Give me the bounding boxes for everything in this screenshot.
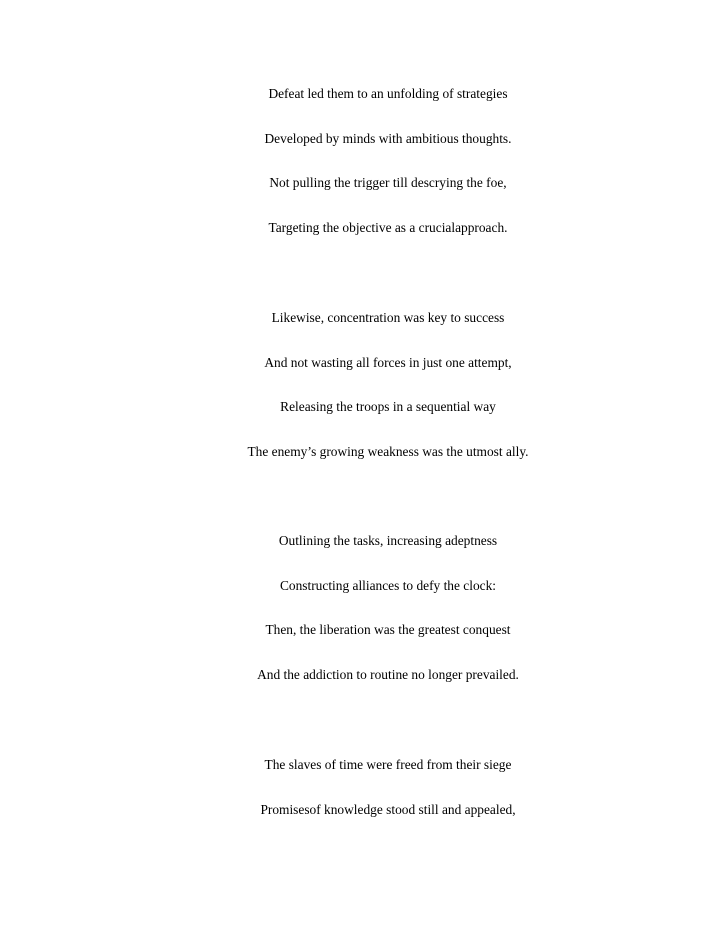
poem-line: And the addiction to routine no longer prevailed. <box>257 666 519 682</box>
poem-line: Promisesof knowledge stood still and appealed, <box>260 801 516 817</box>
poem-line: Constructing alliances to defy the clock: <box>279 577 497 593</box>
poem-line: And not wasting all forces in just one attempt, <box>264 354 512 370</box>
poem-line: The enemy’s growing weakness was the utmost ally. <box>247 443 529 459</box>
poem-line: Releasing the troops in a sequential way <box>280 399 496 414</box>
poem-line: Not pulling the trigger till descrying the foe, <box>269 175 507 190</box>
poem-line: Outlining the tasks, increasing adeptness <box>278 533 498 548</box>
poem-line: The slaves of time were freed from their siege <box>264 757 512 772</box>
poem-line: Defeat led them to an unfolding of strategies <box>268 86 508 101</box>
poem-line: Likewise, concentration was key to success <box>271 310 505 325</box>
poem-line: Developed by minds with ambitious thoughts. <box>264 130 512 146</box>
poem-line: Targeting the objective as a crucialapproach. <box>268 219 508 235</box>
poem-line: Then, the liberation was the greatest conquest <box>265 622 511 637</box>
